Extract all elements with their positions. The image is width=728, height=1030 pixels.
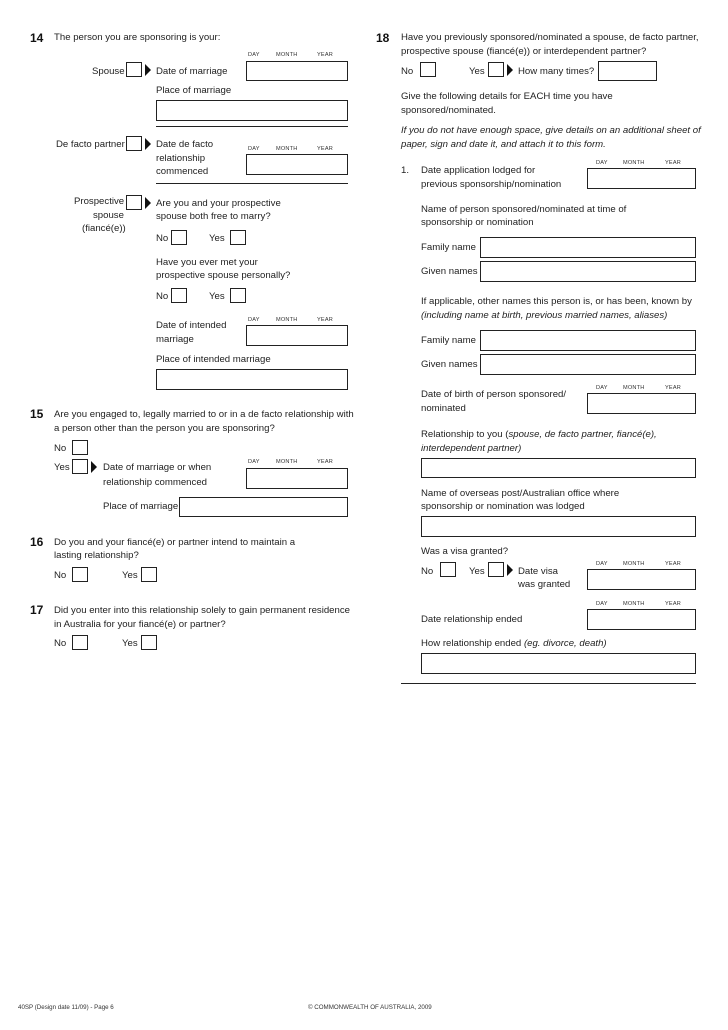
other-family-name-field[interactable] [480, 330, 696, 351]
give-details-text-2: sponsored/nominated. [401, 105, 496, 116]
question-number: 17 [30, 603, 44, 617]
date-of-marriage-field[interactable] [246, 61, 348, 81]
intended-marriage-date-field[interactable] [246, 325, 348, 346]
arrow-right-icon [145, 138, 151, 150]
relationship-label-1 [421, 428, 657, 442]
q16-yes-checkbox[interactable] [141, 567, 157, 582]
year-label: YEAR [317, 52, 334, 58]
defacto-checkbox[interactable] [126, 136, 142, 151]
other-given-names-label: Given names [421, 359, 478, 370]
q15-yes-checkbox[interactable] [72, 459, 88, 474]
spouse-label: Spouse [92, 66, 125, 77]
year-label: YEAR [317, 146, 334, 152]
month-label: MONTH [276, 317, 298, 323]
visa-date-field[interactable] [587, 569, 696, 590]
arrow-right-icon [145, 64, 151, 76]
defacto-date-label-2: relationship [156, 153, 206, 164]
how-ended-label [421, 637, 607, 651]
no-label: No [401, 66, 414, 77]
year-label: YEAR [665, 601, 682, 607]
met-no-checkbox[interactable] [171, 288, 187, 303]
month-label: MONTH [623, 601, 645, 607]
question-text-2: lasting relationship? [54, 550, 139, 561]
name-at-time-label-2: sponsorship or nomination [421, 217, 534, 228]
q15-date-field[interactable] [246, 468, 348, 489]
place-intended-label: Place of intended marriage [156, 354, 271, 365]
relationship-ended-label: Date relationship ended [421, 614, 523, 625]
footer-page-info: 40SP (Design date 11/09) - Page 6 [18, 1004, 114, 1011]
other-names-label-1: If applicable, other names this person is, or has been, known by [421, 296, 692, 307]
question-number: 16 [30, 535, 44, 549]
other-family-name-label: Family name [421, 335, 476, 346]
question-text-2: in Australia for your fiancé(e) or partner? [54, 619, 226, 630]
relationship-field[interactable] [421, 458, 696, 478]
prospective-label-1: Prospective [74, 196, 125, 207]
section-end-divider [401, 683, 696, 684]
how-ended-hint: (eg. divorce, death) [523, 638, 607, 649]
place-intended-field[interactable] [156, 369, 348, 390]
question-text: The person you are sponsoring is your: [54, 32, 221, 43]
give-details-text-1: Give the following details for EACH time you have [401, 91, 613, 102]
q15-place-label: Place of marriage [103, 501, 179, 512]
q18-no-checkbox[interactable] [420, 62, 436, 77]
post-field[interactable] [421, 516, 696, 537]
question-text-1: Have you previously sponsored/nominated a spouse, de facto partner, [401, 32, 699, 43]
no-label: No [156, 233, 169, 244]
dob-label-1: Date of birth of person sponsored/ [421, 389, 567, 400]
arrow-right-icon [91, 461, 97, 473]
question-number: 18 [376, 31, 390, 45]
visa-no-checkbox[interactable] [440, 562, 456, 577]
arrow-right-icon [507, 564, 513, 576]
dob-label-2: nominated [421, 403, 466, 414]
post-label-2: sponsorship or nomination was lodged [421, 501, 585, 512]
month-label: MONTH [276, 52, 298, 58]
year-label: YEAR [317, 459, 334, 465]
relationship-label-2: interdependent partner) [421, 443, 522, 454]
item-number: 1. [401, 165, 410, 176]
question-text-2: a person other than the person you are sponsoring? [54, 423, 275, 434]
lodged-label-1: Date application lodged for [421, 165, 536, 176]
name-at-time-label-1: Name of person sponsored/nominated at time of [421, 204, 627, 215]
relationship-prefix: Relationship to you ( [421, 429, 509, 440]
day-label: DAY [248, 317, 260, 323]
family-name-field[interactable] [480, 237, 696, 258]
divider [156, 126, 348, 127]
spouse-checkbox[interactable] [126, 62, 142, 77]
yes-label: Yes [122, 570, 138, 581]
question-text-2: prospective spouse (fiancé(e)) or interdependent partner? [401, 46, 647, 57]
q17-no-checkbox[interactable] [72, 635, 88, 650]
day-label: DAY [248, 52, 260, 58]
month-label: MONTH [623, 561, 645, 567]
relationship-ended-field[interactable] [587, 609, 696, 630]
prospective-label-3: (fiancé(e)) [82, 223, 126, 234]
post-label-1: Name of overseas post/Australian office where [421, 488, 620, 499]
met-yes-checkbox[interactable] [230, 288, 246, 303]
family-name-label: Family name [421, 242, 476, 253]
met-label-2: prospective spouse personally? [156, 270, 291, 281]
prospective-label-2: spouse [93, 210, 124, 221]
q18-yes-checkbox[interactable] [488, 62, 504, 77]
how-many-label: How many times? [518, 66, 595, 77]
no-label: No [421, 566, 434, 577]
how-many-field[interactable] [598, 61, 657, 81]
free-to-marry-label-1: Are you and your prospective [156, 198, 281, 209]
footer-copyright: © COMMONWEALTH OF AUSTRALIA, 2009 [308, 1004, 432, 1011]
question-text-1: Did you enter into this relationship solely to gain permanent residence [54, 605, 350, 616]
q15-place-field[interactable] [179, 497, 348, 517]
other-names-label-2: (including name at birth, previous married names, aliases) [421, 310, 668, 321]
no-label: No [156, 291, 169, 302]
q15-no-checkbox[interactable] [72, 440, 88, 455]
prospective-checkbox[interactable] [126, 195, 142, 210]
visa-date-label-2: was granted [518, 579, 571, 590]
month-label: MONTH [623, 160, 645, 166]
yes-label: Yes [54, 462, 70, 473]
yes-label: Yes [209, 291, 225, 302]
defacto-date-field[interactable] [246, 154, 348, 175]
relationship-hint: spouse, de facto partner, fiancé(e), [508, 429, 657, 440]
arrow-right-icon [145, 197, 151, 209]
how-ended-prefix: How relationship ended [421, 638, 524, 649]
yes-label: Yes [122, 638, 138, 649]
no-label: No [54, 638, 67, 649]
day-label: DAY [596, 385, 608, 391]
dob-field[interactable] [587, 393, 696, 414]
defacto-date-label-3: commenced [156, 166, 209, 177]
year-label: YEAR [317, 317, 334, 323]
day-label: DAY [596, 561, 608, 567]
arrow-right-icon [507, 64, 513, 76]
other-given-names-field[interactable] [480, 354, 696, 375]
intended-marriage-label-2: marriage [156, 334, 194, 345]
year-label: YEAR [665, 385, 682, 391]
year-label: YEAR [665, 160, 682, 166]
q15-date-label-2: relationship commenced [103, 477, 207, 488]
intended-marriage-label-1: Date of intended [156, 320, 227, 331]
given-names-field[interactable] [480, 261, 696, 282]
q16-no-checkbox[interactable] [72, 567, 88, 582]
date-of-marriage-label: Date of marriage [156, 66, 228, 77]
question-number: 14 [30, 31, 44, 45]
year-label: YEAR [665, 561, 682, 567]
lodged-date-field[interactable] [587, 168, 696, 189]
visa-date-label-1: Date visa [518, 566, 558, 577]
q15-date-label-1: Date of marriage or when [103, 462, 212, 473]
free-to-marry-yes-checkbox[interactable] [230, 230, 246, 245]
day-label: DAY [596, 160, 608, 166]
given-names-label: Given names [421, 266, 478, 277]
no-label: No [54, 443, 67, 454]
day-label: DAY [596, 601, 608, 607]
divider [156, 183, 348, 184]
free-to-marry-label-2: spouse both free to marry? [156, 211, 271, 222]
met-label-1: Have you ever met your [156, 257, 258, 268]
how-ended-field[interactable] [421, 653, 696, 674]
lodged-label-2: previous sponsorship/nomination [421, 179, 562, 190]
space-note-2: paper, sign and date it, and attach it to this form. [401, 139, 606, 150]
visa-question: Was a visa granted? [421, 546, 509, 557]
yes-label: Yes [209, 233, 225, 244]
visa-yes-checkbox[interactable] [488, 562, 504, 577]
no-label: No [54, 570, 67, 581]
question-text-1: Do you and your fiancé(e) or partner intend to maintain a [54, 537, 296, 548]
month-label: MONTH [276, 146, 298, 152]
place-of-marriage-field[interactable] [156, 100, 348, 121]
space-note-1: If you do not have enough space, give details on an additional sheet of [401, 125, 701, 136]
question-number: 15 [30, 407, 44, 421]
q17-yes-checkbox[interactable] [141, 635, 157, 650]
defacto-partner-label: De facto partner [56, 139, 125, 150]
yes-label: Yes [469, 66, 485, 77]
free-to-marry-no-checkbox[interactable] [171, 230, 187, 245]
defacto-date-label-1: Date de facto [156, 139, 214, 150]
month-label: MONTH [276, 459, 298, 465]
yes-label: Yes [469, 566, 485, 577]
day-label: DAY [248, 459, 260, 465]
month-label: MONTH [623, 385, 645, 391]
day-label: DAY [248, 146, 260, 152]
place-of-marriage-label: Place of marriage [156, 85, 232, 96]
question-text-1: Are you engaged to, legally married to or in a de facto relationship with [54, 409, 354, 420]
